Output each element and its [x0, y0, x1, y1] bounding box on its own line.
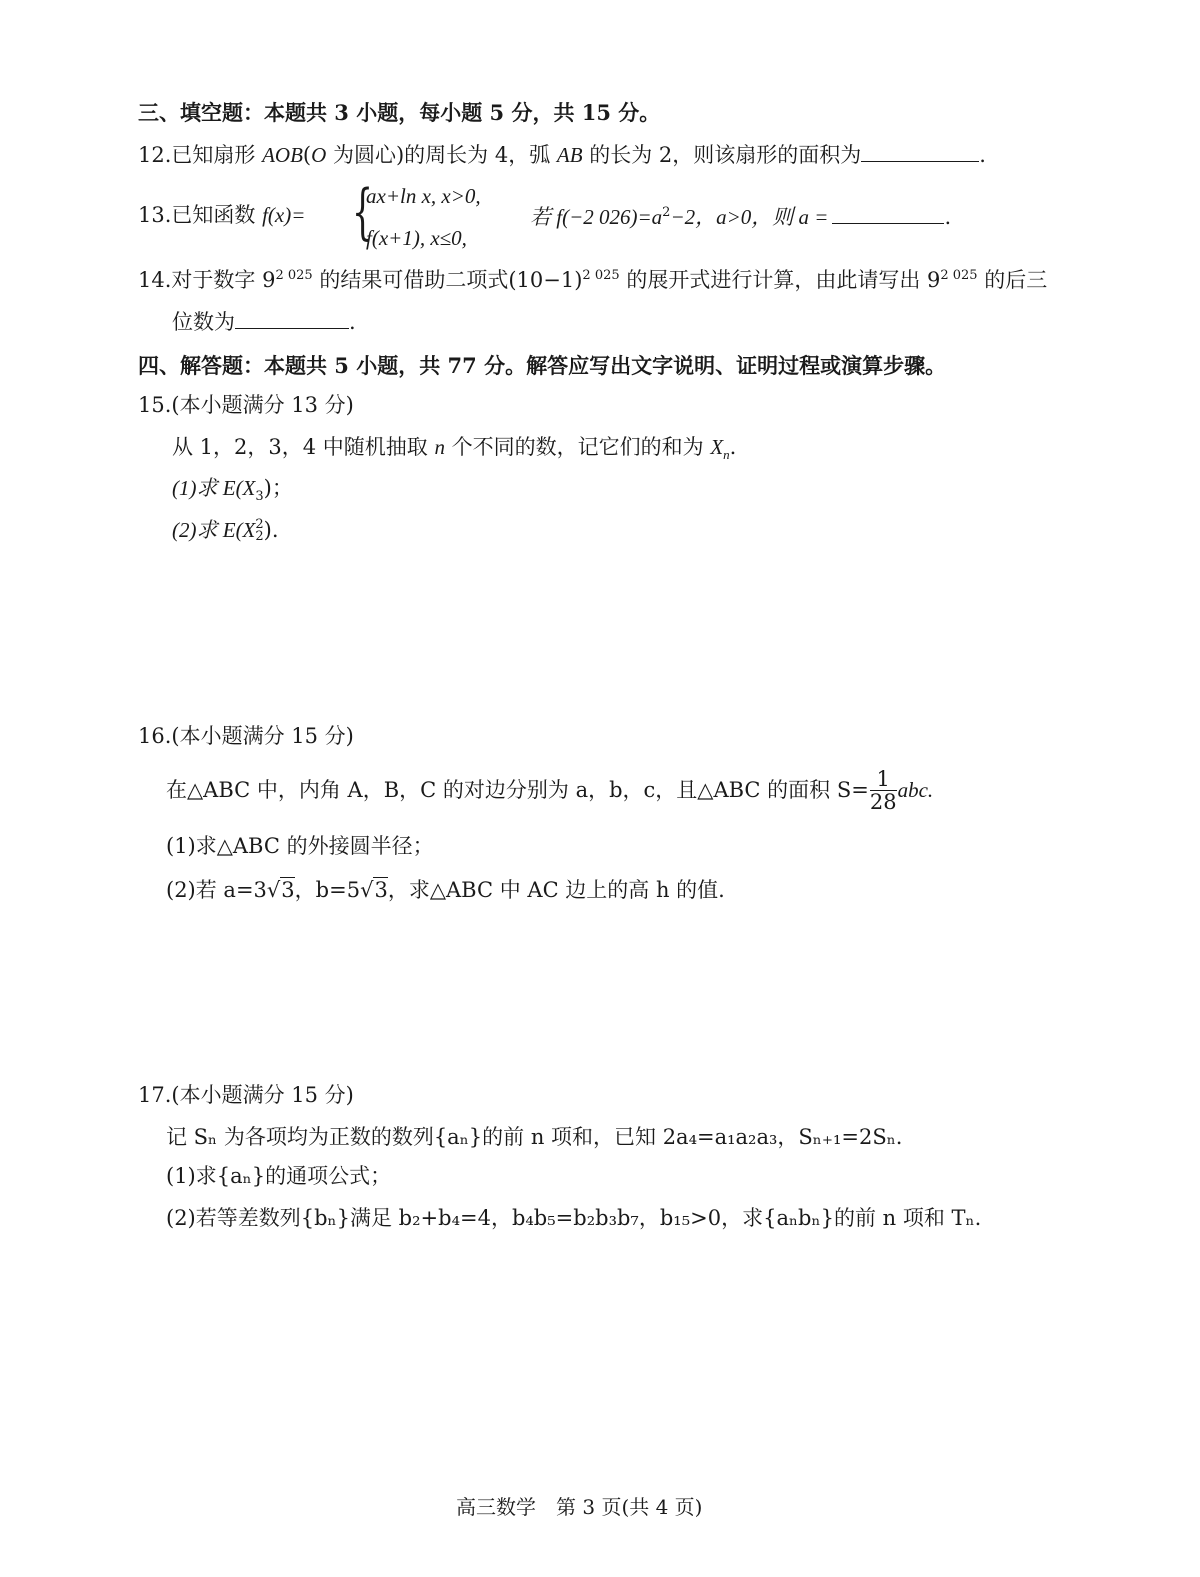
q13-answer-blank[interactable]	[832, 223, 944, 224]
q16-stem-a: 在△ABC 中，内角 A，B，C 的对边分别为 a，b，c，且△ABC 的面积 S=	[166, 778, 869, 803]
q15-stem-n: n	[434, 435, 445, 459]
q16-fraction	[870, 768, 897, 813]
q12-text-e: 为圆心)的周长为 4，弧	[326, 143, 557, 167]
q14-text-b: 的结果可借助二项式(10−1)	[312, 268, 583, 292]
question-13-lead	[138, 205, 305, 226]
q14-text-d: 的后三	[977, 268, 1048, 292]
q12-text-g: 的长为 2，则该扇形的面积为	[582, 143, 862, 167]
q14-text-c: 的展开式进行计算，由此请写出 9	[619, 268, 941, 292]
q14-text-a: 对于数字 9	[171, 268, 276, 292]
q12-text-c: (	[302, 143, 312, 167]
q15-stem-b: 个不同的数，记它们的和为	[444, 435, 711, 459]
q15-header: 15.(本小题满分 13 分)	[138, 393, 354, 417]
q14-answer-blank[interactable]	[235, 328, 349, 329]
section-3-heading: 三、填空题：本题共 3 小题，每小题 5 分，共 15 分。	[138, 100, 661, 125]
page-footer: 高三数学 第 3 页(共 4 页)	[456, 1495, 703, 1519]
q16-part-2-c: ，求△ABC 中 AC 边上的高 h 的值.	[387, 878, 725, 902]
q15-part-1-a: (1)求 E(X	[172, 476, 256, 500]
q13-end: .	[944, 205, 952, 229]
q13-fx: f(x)=	[262, 203, 306, 227]
q16-stem	[166, 768, 933, 813]
q13-case-2: f(x+1), x≤0,	[366, 226, 467, 250]
section-4-heading: 四、解答题：本题共 5 小题，共 77 分。解答应写出文字说明、证明过程或演算步骤。	[138, 353, 947, 378]
q13-text-a: 已知函数	[171, 203, 263, 227]
q17-part-2: (2)若等差数列{bₙ}满足 b₂+b₄=4，b₄b₅=b₂b₃b₇，b₁₅>0，求{aₙbₙ}的前 n 项和 Tₙ.	[166, 1206, 982, 1230]
q15-part-1-b: )；	[263, 476, 293, 500]
q15-part-2-a: (2)求 E(X	[172, 517, 256, 542]
q15-stem-end: .	[729, 435, 737, 459]
q17-header: 17.(本小题满分 15 分)	[138, 1083, 354, 1107]
q15-stem-sub: n	[723, 447, 730, 463]
q12-answer-blank[interactable]	[861, 161, 979, 162]
q12-text-d: O	[311, 143, 327, 167]
q14-end: .	[349, 310, 356, 334]
q16-part-2-b: ，b=5	[294, 878, 361, 902]
q16-stem-b: abc.	[897, 778, 934, 803]
q13-text-c: −2，a>0，则 a =	[670, 205, 829, 229]
q15-part-2-sub: 2	[255, 529, 264, 545]
question-14-line-2	[172, 312, 356, 333]
q13-text-b-sup: 2	[662, 205, 671, 220]
q12-text-b: AOB	[262, 143, 303, 167]
q15-part-2-b: ).	[263, 517, 279, 542]
q17-stem: 记 Sₙ 为各项均为正数的数列{aₙ}的前 n 项和，已知 2a₄=a₁a₂a₃，Sₙ₊₁=2Sₙ.	[166, 1125, 903, 1149]
q15-part-2	[172, 519, 279, 544]
q16-part-2-root-2: 3	[374, 878, 388, 902]
question-14-line-1	[138, 270, 1047, 291]
q17-part-1: (1)求{aₙ}的通项公式；	[166, 1164, 392, 1188]
q12-text-a: 已知扇形	[171, 143, 263, 167]
q16-frac-den: 28	[869, 790, 897, 815]
q15-part-1	[172, 476, 293, 505]
q15-stem	[172, 435, 737, 463]
q16-part-2-a: (2)若 a=3	[166, 878, 267, 902]
q14-number: 14.	[138, 268, 172, 292]
q13-number: 13.	[138, 203, 172, 227]
q15-part-1-sub: 3	[255, 489, 264, 505]
q14-sup-a: 2 025	[275, 268, 313, 283]
q15-stem-x: X	[710, 435, 724, 459]
q15-part-2-sup: 2	[255, 517, 264, 532]
q14-sup-b: 2 025	[582, 268, 620, 283]
q12-number: 12.	[138, 143, 172, 167]
q13-case-1: ax+ln x, x>0,	[366, 184, 481, 208]
q16-frac-num: 1	[870, 768, 897, 791]
q15-stem-a: 从 1，2，3，4 中随机抽取	[172, 435, 435, 459]
q16-part-2-root-1: 3	[281, 878, 295, 902]
q13-text-b: 若 f(−2 026)=a	[530, 205, 663, 229]
piecewise-brace: {	[352, 177, 374, 247]
q16-part-1: (1)求△ABC 的外接圆半径；	[166, 834, 434, 858]
q14-sup-c: 2 025	[940, 268, 978, 283]
q14-line-2-text: 位数为	[172, 310, 235, 334]
question-13-tail	[530, 207, 951, 228]
q12-text-f: AB	[556, 143, 583, 167]
q12-end: .	[979, 143, 986, 167]
q16-part-2: (2)若 a=3√3，b=5√3，求△ABC 中 AC 边上的高 h 的值.	[166, 878, 725, 902]
q16-header: 16.(本小题满分 15 分)	[138, 724, 354, 748]
question-12	[138, 145, 986, 166]
